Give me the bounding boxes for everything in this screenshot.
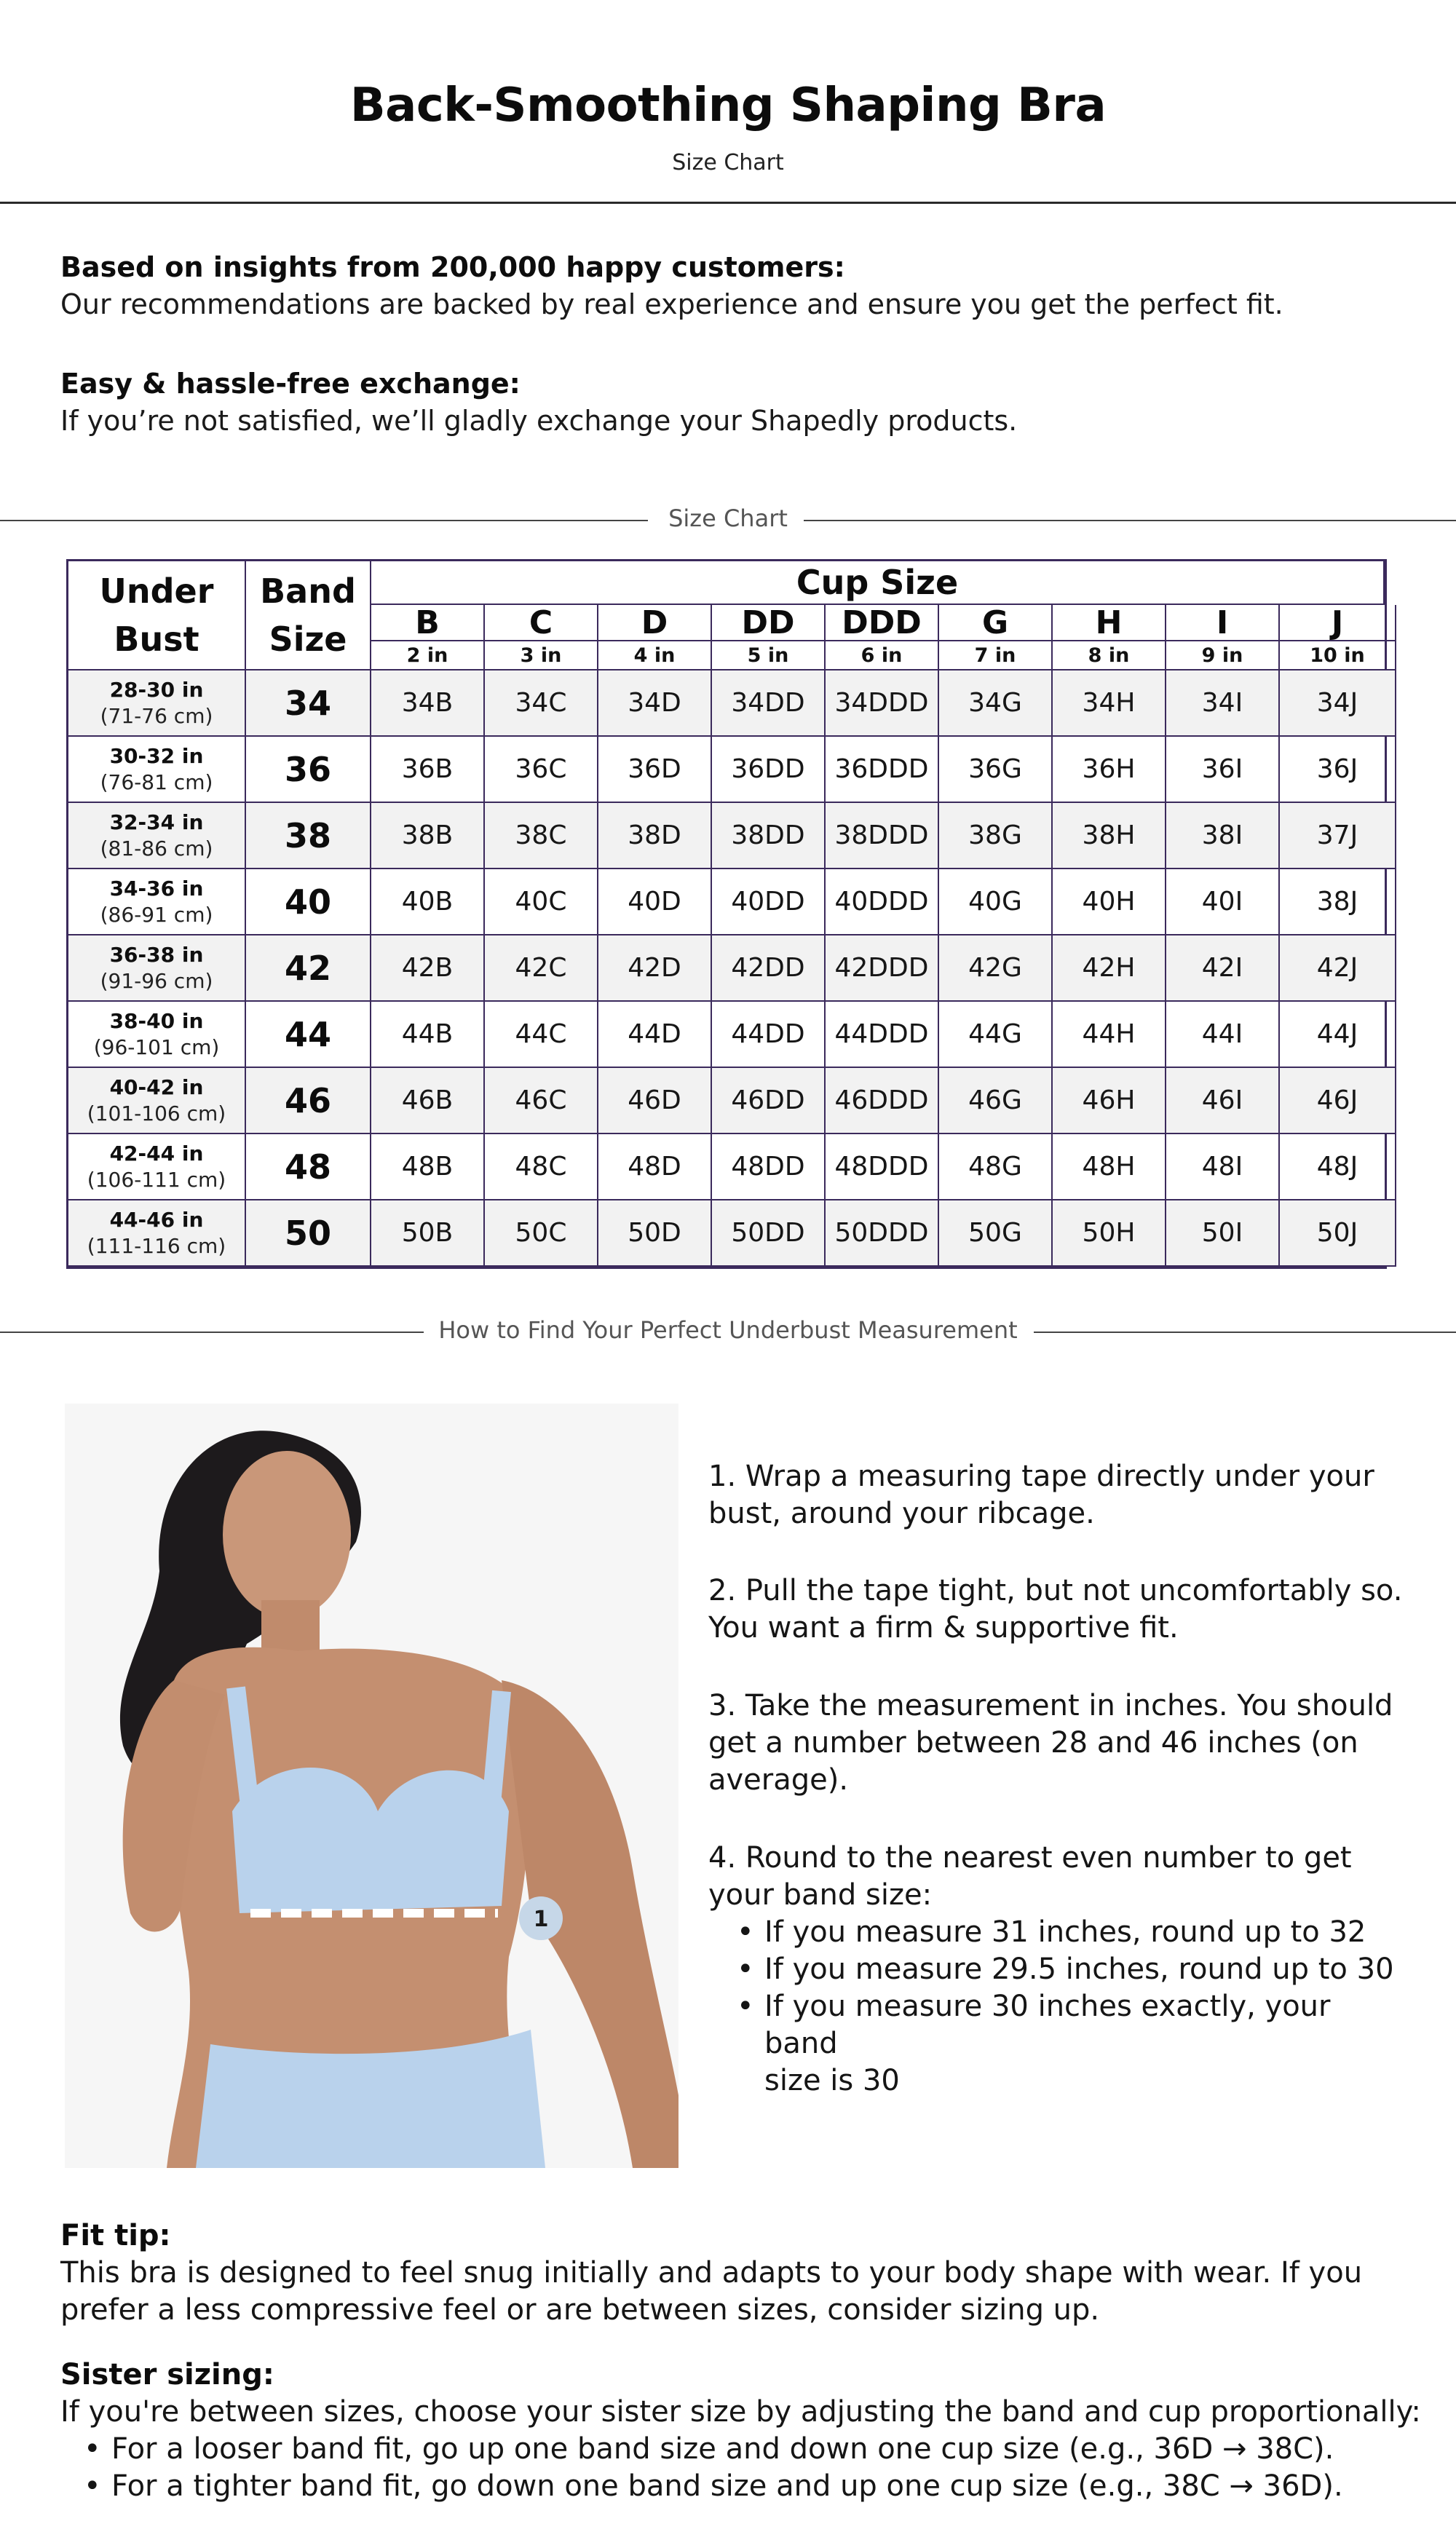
size-cell: 46G — [939, 1068, 1053, 1134]
cup-letter-header: C — [485, 605, 598, 641]
cup-letter-header: DD — [712, 605, 826, 641]
size-cell: 44B — [371, 1002, 485, 1068]
step-4-bullets — [735, 1914, 1405, 2100]
under-bust-cm: (96-101 cm) — [93, 1034, 220, 1059]
cup-letter-header: B — [371, 605, 485, 641]
page-subtitle: Size Chart — [672, 150, 784, 175]
sister-sizing-intro: If you're between sizes, choose your sister size by adjusting the band and cup proportionally: — [60, 2395, 1421, 2429]
size-cell: 42I — [1166, 935, 1280, 1002]
under-bust-inches: 36-38 in — [109, 942, 204, 967]
under-bust-inches: 30-32 in — [109, 743, 204, 768]
size-cell: 42D — [598, 935, 712, 1002]
size-cell: 42B — [371, 935, 485, 1002]
intro-text: If you’re not satisfied, we’ll gladly exchange your Shapedly products. — [60, 405, 1018, 437]
cup-letter-header: J — [1280, 605, 1396, 641]
under-bust-cm: (81-86 cm) — [100, 836, 213, 860]
size-cell: 38C — [485, 803, 598, 869]
size-cell: 38B — [371, 803, 485, 869]
fit-tip-line: prefer a less compressive feel or are between sizes, consider sizing up. — [60, 2293, 1100, 2327]
under-bust-cell — [68, 1068, 246, 1134]
size-cell: 34DDD — [826, 670, 939, 737]
divider-line — [804, 520, 1456, 521]
size-cell: 44C — [485, 1002, 598, 1068]
bullet-item: • For a looser band fit, go up one band size and down one cup size (e.g., 36D → 38C). — [82, 2431, 1429, 2468]
step-2 — [708, 1572, 1407, 1647]
step-line: 2. Pull the tape tight, but not uncomfortably so. — [708, 1574, 1403, 1607]
size-cell: 44DDD — [826, 1002, 939, 1068]
size-cell: 48J — [1280, 1134, 1396, 1200]
header-word: Size — [269, 620, 347, 659]
size-cell: 36J — [1280, 737, 1396, 803]
size-cell: 34B — [371, 670, 485, 737]
size-cell: 36H — [1053, 737, 1166, 803]
size-cell: 48C — [485, 1134, 598, 1200]
size-cell: 48D — [598, 1134, 712, 1200]
cup-inches-header: 7 in — [939, 641, 1053, 670]
under-bust-cell — [68, 1134, 246, 1200]
cup-letter-header: D — [598, 605, 712, 641]
divider-line — [1034, 1332, 1456, 1333]
size-chart-label: Size Chart — [668, 505, 788, 532]
size-cell: 34I — [1166, 670, 1280, 737]
under-bust-inches: 42-44 in — [109, 1141, 204, 1166]
step-4 — [708, 1840, 1407, 1914]
marker-number: 1 — [533, 1907, 549, 1932]
size-cell: 48H — [1053, 1134, 1166, 1200]
band-size-cell: 50 — [246, 1200, 371, 1267]
fit-tip-heading: Fit tip: — [60, 2219, 171, 2252]
under-bust-cm: (111-116 cm) — [87, 1233, 226, 1258]
under-bust-cell — [68, 1002, 246, 1068]
cup-inches-header: 6 in — [826, 641, 939, 670]
step-line: 3. Take the measurement in inches. You should — [708, 1689, 1393, 1722]
step-line: 4. Round to the nearest even number to get — [708, 1841, 1352, 1875]
size-cell: 38J — [1280, 869, 1396, 935]
intro-exchange — [60, 365, 1415, 440]
under-bust-inches: 28-30 in — [109, 677, 204, 702]
size-cell: 37J — [1280, 803, 1396, 869]
cup-inches-header: 5 in — [712, 641, 826, 670]
size-cell: 44H — [1053, 1002, 1166, 1068]
under-bust-cell — [68, 935, 246, 1002]
size-cell: 36I — [1166, 737, 1280, 803]
size-cell: 50DD — [712, 1200, 826, 1267]
cup-letter-header: H — [1053, 605, 1166, 641]
cup-inches-header: 10 in — [1280, 641, 1396, 670]
step-line: average). — [708, 1763, 849, 1797]
model-photo — [65, 1404, 678, 2168]
model-illustration — [65, 1404, 678, 2168]
size-cell: 46D — [598, 1068, 712, 1134]
cup-inches-header: 9 in — [1166, 641, 1280, 670]
size-cell: 38DD — [712, 803, 826, 869]
intro-customers — [60, 249, 1415, 323]
size-cell: 44G — [939, 1002, 1053, 1068]
size-cell: 50I — [1166, 1200, 1280, 1267]
under-bust-cell — [68, 670, 246, 737]
step-line: bust, around your ribcage. — [708, 1497, 1095, 1530]
size-cell: 46C — [485, 1068, 598, 1134]
cup-inches-header: 2 in — [371, 641, 485, 670]
fit-tip-line: This bra is designed to feel snug initially and adapts to your body shape with wear. If you — [60, 2256, 1363, 2290]
size-cell: 34H — [1053, 670, 1166, 737]
size-cell: 36G — [939, 737, 1053, 803]
under-bust-cm: (76-81 cm) — [100, 769, 213, 794]
size-cell: 40DDD — [826, 869, 939, 935]
size-cell: 36D — [598, 737, 712, 803]
size-cell: 40H — [1053, 869, 1166, 935]
size-cell: 36B — [371, 737, 485, 803]
sister-sizing-heading: Sister sizing: — [60, 2358, 274, 2391]
under-bust-cm: (91-96 cm) — [100, 968, 213, 993]
size-cell: 48G — [939, 1134, 1053, 1200]
size-cell: 42H — [1053, 935, 1166, 1002]
size-cell: 40I — [1166, 869, 1280, 935]
size-cell: 42C — [485, 935, 598, 1002]
size-cell: 38G — [939, 803, 1053, 869]
size-cell: 44D — [598, 1002, 712, 1068]
step-line: get a number between 28 and 46 inches (on — [708, 1726, 1358, 1760]
size-cell: 50G — [939, 1200, 1053, 1267]
size-cell: 38I — [1166, 803, 1280, 869]
cup-letter-header: I — [1166, 605, 1280, 641]
under-bust-inches: 34-36 in — [109, 876, 204, 901]
band-size-cell: 48 — [246, 1134, 371, 1200]
band-size-cell: 34 — [246, 670, 371, 737]
bullet-item: • If you measure 30 inches exactly, your band — [735, 1988, 1405, 2062]
table-header-cup-size: Cup Size — [371, 561, 1385, 605]
bullet-item: • If you measure 29.5 inches, round up to 30 — [735, 1951, 1405, 1988]
step-line: your band size: — [708, 1878, 933, 1912]
size-cell: 40C — [485, 869, 598, 935]
size-cell: 42J — [1280, 935, 1396, 1002]
size-cell: 50DDD — [826, 1200, 939, 1267]
step-1 — [708, 1458, 1407, 1532]
band-size-cell: 40 — [246, 869, 371, 935]
size-cell: 36DD — [712, 737, 826, 803]
under-bust-cm: (71-76 cm) — [100, 703, 213, 728]
step-line: 1. Wrap a measuring tape directly under your — [708, 1460, 1374, 1493]
size-cell: 38H — [1053, 803, 1166, 869]
size-cell: 50D — [598, 1200, 712, 1267]
size-cell: 36DDD — [826, 737, 939, 803]
under-bust-inches: 44-46 in — [109, 1207, 204, 1232]
intro-heading: Based on insights from 200,000 happy customers: — [60, 251, 845, 283]
size-cell: 34DD — [712, 670, 826, 737]
sister-sizing — [60, 2357, 1422, 2431]
cup-inches-header: 8 in — [1053, 641, 1166, 670]
sister-sizing-bullets — [82, 2431, 1429, 2505]
size-cell: 40DD — [712, 869, 826, 935]
table-header-under-bust — [68, 561, 246, 670]
band-size-cell: 42 — [246, 935, 371, 1002]
under-bust-cell — [68, 869, 246, 935]
size-chart-divider — [0, 499, 1456, 542]
page-title: Back-Smoothing Shaping Bra — [349, 79, 1107, 132]
under-bust-cell — [68, 803, 246, 869]
cup-letter-header: DDD — [826, 605, 939, 641]
size-cell: 48DDD — [826, 1134, 939, 1200]
band-size-cell: 44 — [246, 1002, 371, 1068]
under-bust-cm: (86-91 cm) — [100, 902, 213, 927]
measurement-label: How to Find Your Perfect Underbust Measurement — [438, 1316, 1018, 1344]
under-bust-cell — [68, 1200, 246, 1267]
size-cell: 46I — [1166, 1068, 1280, 1134]
header-word: Under — [99, 571, 214, 611]
size-table — [66, 559, 1387, 1269]
table-header-band-size — [246, 561, 371, 670]
size-cell: 50H — [1053, 1200, 1166, 1267]
size-cell: 50C — [485, 1200, 598, 1267]
size-cell: 50B — [371, 1200, 485, 1267]
size-cell: 42DDD — [826, 935, 939, 1002]
size-cell: 50J — [1280, 1200, 1396, 1267]
step-line: You want a firm & supportive fit. — [708, 1611, 1179, 1645]
under-bust-cell — [68, 737, 246, 803]
size-cell: 44I — [1166, 1002, 1280, 1068]
size-cell: 44DD — [712, 1002, 826, 1068]
cup-inches-header: 3 in — [485, 641, 598, 670]
cup-letter-header: G — [939, 605, 1053, 641]
size-cell: 46B — [371, 1068, 485, 1134]
under-bust-inches: 40-42 in — [109, 1075, 204, 1099]
band-size-cell: 36 — [246, 737, 371, 803]
band-size-cell: 46 — [246, 1068, 371, 1134]
size-cell: 46H — [1053, 1068, 1166, 1134]
header-word: Band — [260, 571, 356, 611]
size-cell: 34C — [485, 670, 598, 737]
size-cell: 42DD — [712, 935, 826, 1002]
size-cell: 34G — [939, 670, 1053, 737]
size-cell: 38D — [598, 803, 712, 869]
fit-tip — [60, 2217, 1422, 2329]
face-shape — [223, 1451, 351, 1618]
size-cell: 48B — [371, 1134, 485, 1200]
size-cell: 48I — [1166, 1134, 1280, 1200]
cup-inches-header: 4 in — [598, 641, 712, 670]
under-bust-inches: 32-34 in — [109, 810, 204, 834]
size-cell: 46DDD — [826, 1068, 939, 1134]
size-cell: 38DDD — [826, 803, 939, 869]
size-cell: 40D — [598, 869, 712, 935]
bullet-item: • If you measure 31 inches, round up to 32 — [735, 1914, 1405, 1951]
size-cell: 40B — [371, 869, 485, 935]
size-cell: 42G — [939, 935, 1053, 1002]
size-cell: 34D — [598, 670, 712, 737]
under-bust-cm: (101-106 cm) — [87, 1101, 226, 1125]
size-cell: 40G — [939, 869, 1053, 935]
size-cell: 36C — [485, 737, 598, 803]
header-divider — [0, 202, 1456, 204]
bullet-continuation: size is 30 — [764, 2064, 900, 2097]
band-size-cell: 38 — [246, 803, 371, 869]
intro-heading: Easy & hassle-free exchange: — [60, 368, 521, 400]
size-cell: 48DD — [712, 1134, 826, 1200]
size-cell: 46DD — [712, 1068, 826, 1134]
size-cell: 34J — [1280, 670, 1396, 737]
measurement-divider — [0, 1310, 1456, 1354]
size-cell: 44J — [1280, 1002, 1396, 1068]
intro-text: Our recommendations are backed by real experience and ensure you get the perfect fit. — [60, 288, 1283, 320]
step-3 — [708, 1688, 1407, 1799]
under-bust-inches: 38-40 in — [109, 1008, 204, 1033]
bullet-item: • For a tighter band fit, go down one band size and up one cup size (e.g., 38C → 36D). — [82, 2468, 1429, 2505]
header-word: Bust — [114, 620, 199, 659]
size-cell: 46J — [1280, 1068, 1396, 1134]
under-bust-cm: (106-111 cm) — [87, 1167, 226, 1192]
